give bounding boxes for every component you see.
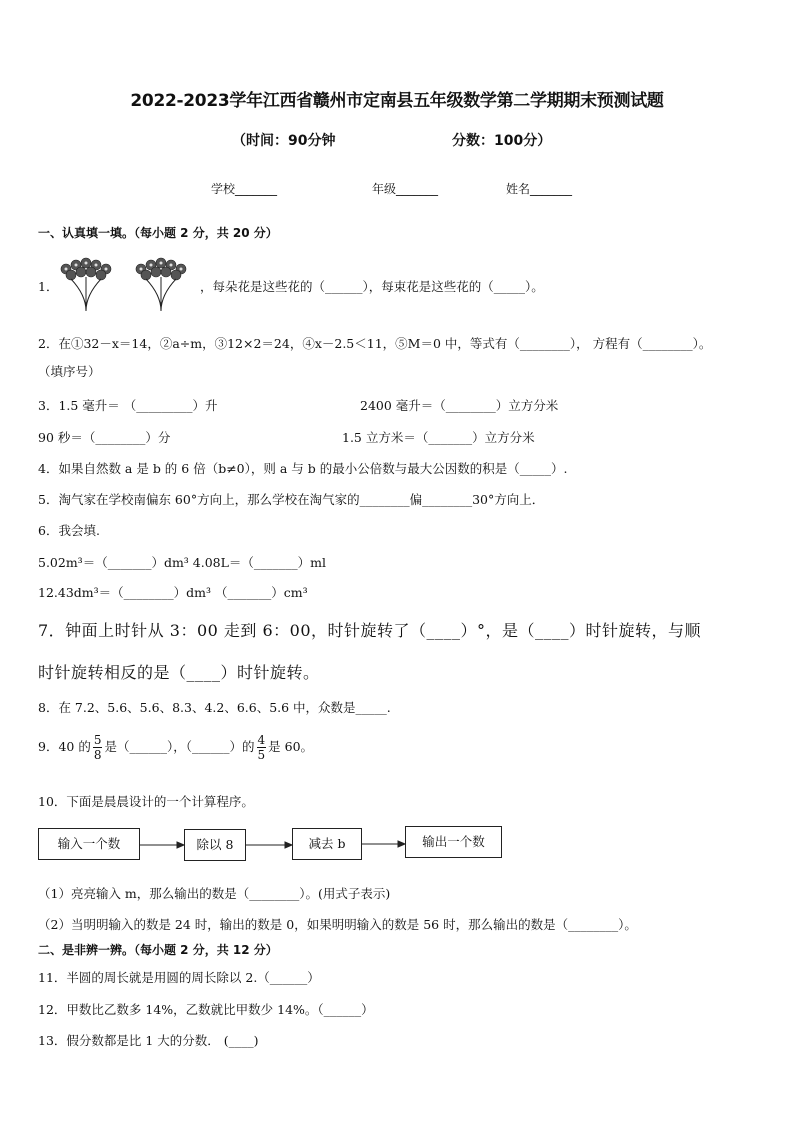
flow-box-divide: 除以 8 [184,829,246,861]
question-9-suffix: 是 60。 [268,739,314,754]
question-10: 10．下面是晨晨设计的一个计算程序。 [38,794,254,809]
question-6b: 12.43dm³＝（________）dm³ （_______）cm³ [38,585,308,600]
question-6: 6．我会填. [38,523,100,538]
question-8: 8．在 7.2、5.6、5.6、8.3、4.2、6.6、5.6 中，众数是_____. [38,700,391,715]
flower-bouquets-image [56,255,201,313]
question-10-part-1: （1）亮亮输入 m，那么输出的数是（________）。(用式子表示) [38,886,391,901]
question-12: 12．甲数比乙数多 14%，乙数就比甲数少 14%。（______） [38,1002,374,1017]
question-3c: 90 秒＝（________）分 [38,430,171,445]
section-2-heading: 二、是非辨一辨。（每小题 2 分，共 12 分） [38,943,278,957]
fraction-denominator: 5 [257,748,266,762]
flow-box-output: 输出一个数 [405,826,502,858]
grade-field: 年级_______ [372,182,439,196]
question-9 [38,734,313,761]
question-3b: 2400 毫升＝（________）立方分米 [360,398,559,413]
section-1-heading: 一、认真填一填。（每小题 2 分，共 20 分） [38,226,278,240]
school-field: 学校_______ [211,182,278,196]
question-9-prefix: 9．40 的 [38,739,91,754]
question-7-cont: 时针旋转相反的是（____）时针旋转。 [38,663,320,682]
flow-box-subtract: 减去 b [292,828,362,860]
fraction-5-8 [93,734,103,761]
flow-arrows [0,835,794,855]
question-10-part-2: （2）当明明输入的数是 24 时，输出的数是 0，如果明明输入的数是 56 时，那么输出的数是（________）。 [38,917,637,932]
flow-box-input: 输入一个数 [38,828,140,860]
question-1-number: 1． [38,279,59,294]
name-field: 姓名_______ [506,182,573,196]
question-1-text: ，每朵花是这些花的（______），每束花是这些花的（_____）。 [200,279,544,294]
question-2: 2．在①32－x＝14，②a÷m，③12×2＝24，④x－2.5＜11，⑤M＝0 中，等式有（________）， 方程有（________）。 [38,336,712,351]
question-3a: 3．1.5 毫升＝ （_________）升 [38,398,218,413]
question-4: 4．如果自然数 a 是 b 的 6 倍（b≠0），则 a 与 b 的最小公倍数与最大公因数的积是（_____）. [38,461,568,476]
fraction-4-5 [257,734,267,761]
question-3d: 1.5 立方米＝（_______）立方分米 [342,430,535,445]
question-9-middle: 是（______），（______）的 [104,739,255,754]
fraction-numerator: 4 [257,733,266,747]
fraction-numerator: 5 [93,733,102,747]
question-5: 5．淘气家在学校南偏东 60°方向上，那么学校在淘气家的________偏________30°方向上． [38,492,545,507]
question-11: 11．半圆的周长就是用圆的周长除以 2.（______） [38,970,320,985]
question-13: 13．假分数都是比 1 大的分数． (____) [38,1033,259,1048]
question-6a: 5.02m³＝（_______）dm³ 4.08L＝（_______）ml [38,555,327,570]
fraction-denominator: 8 [93,748,102,762]
exam-score: 分数：100分） [452,133,552,149]
exam-time: （时间：90分钟 [232,133,336,149]
page-title: 2022-2023学年江西省赣州市定南县五年级数学第二学期期末预测试题 [130,91,664,111]
question-7: 7．钟面上时针从 3：00 走到 6：00，时针旋转了（____）°，是（____）时针旋转，与顺 [38,621,702,640]
question-2-note: （填序号） [38,364,101,379]
